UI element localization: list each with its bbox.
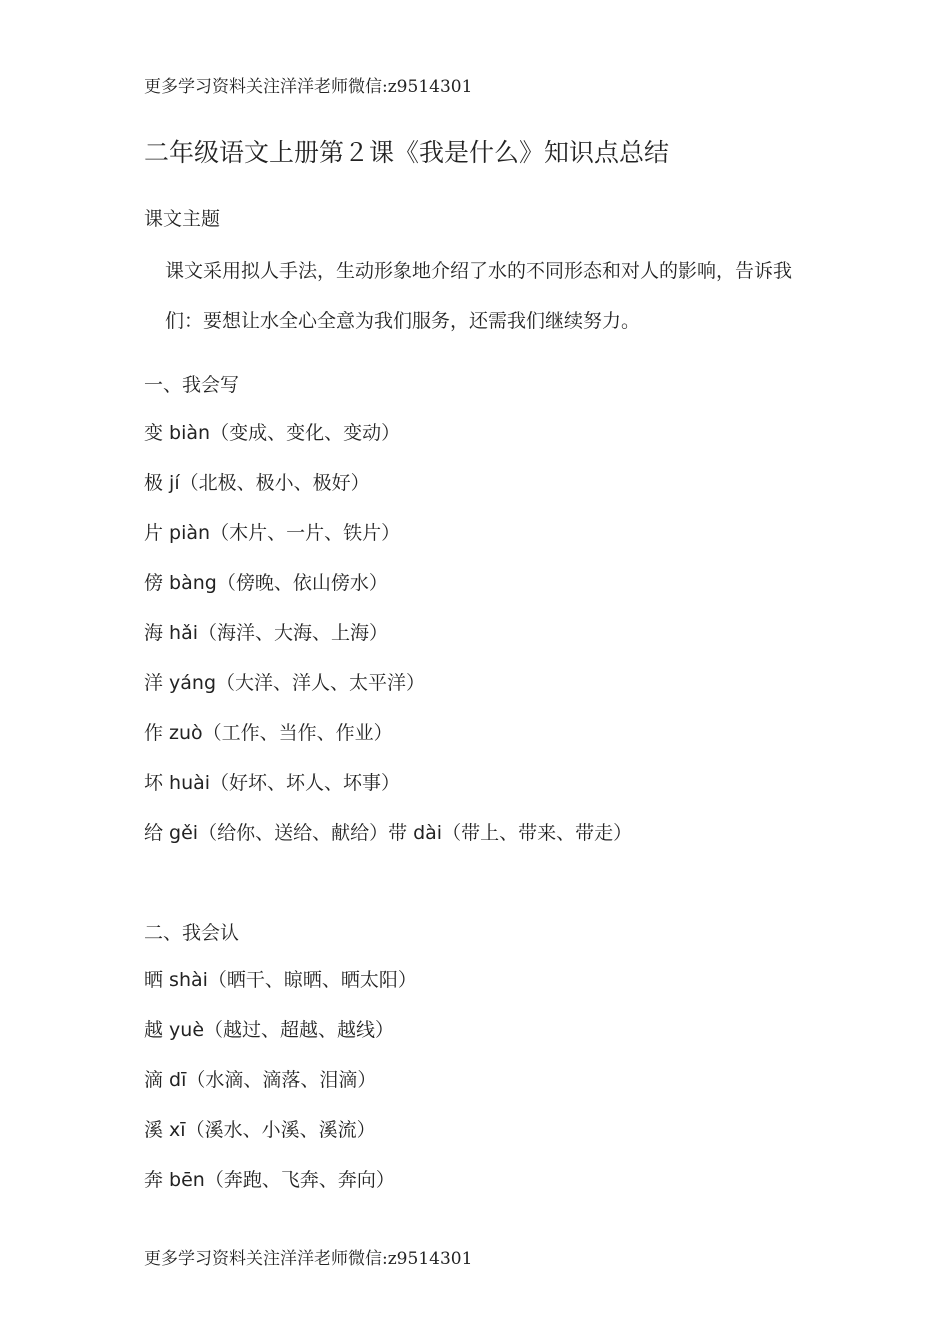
- header-note: 更多学习资料关注洋洋老师微信:z9514301: [144, 77, 473, 97]
- theme-paragraph: 课文采用拟人手法，生动形象地介绍了水的不同形态和对人的影响，告诉我们：要想让水全心全意为我们服务，还需我们继续努力。: [165, 260, 793, 332]
- list-item: 晒 shài（晒干、晾晒、晒太阳）: [144, 969, 417, 991]
- footer-note: 更多学习资料关注洋洋老师微信:z9514301: [144, 1249, 473, 1269]
- list-item: 溪 xī（溪水、小溪、溪流）: [144, 1119, 376, 1141]
- write-section-heading: 一、我会写: [144, 374, 240, 396]
- list-item: 傍 bàng（傍晚、依山傍水）: [144, 572, 388, 594]
- list-item: 极 jí（北极、极小、极好）: [144, 472, 370, 494]
- theme-label: 课文主题: [144, 208, 221, 230]
- list-item: 滴 dī（水滴、滴落、泪滴）: [144, 1069, 377, 1091]
- list-item: 海 hǎi（海洋、大海、上海）: [144, 622, 389, 644]
- list-item: 奔 bēn（奔跑、飞奔、奔向）: [144, 1169, 395, 1191]
- write-character-list: [144, 420, 632, 870]
- recognize-section-heading: 二、我会认: [144, 922, 240, 944]
- list-item: 给 gěi（给你、送给、献给）带 dài（带上、带来、带走）: [144, 822, 633, 844]
- list-item: 片 piàn（木片、一片、铁片）: [144, 522, 401, 544]
- list-item: 越 yuè（越过、超越、越线）: [144, 1019, 395, 1041]
- document-title: 二年级语文上册第２课《我是什么》知识点总结: [144, 138, 670, 167]
- list-item: 坏 huài（好坏、坏人、坏事）: [144, 772, 401, 794]
- list-item: 洋 yáng（大洋、洋人、太平洋）: [144, 672, 426, 694]
- list-item: 作 zuò（工作、当作、作业）: [144, 722, 393, 744]
- list-item: 变 biàn（变成、变化、变动）: [144, 422, 401, 444]
- recognize-character-list: [144, 967, 417, 1217]
